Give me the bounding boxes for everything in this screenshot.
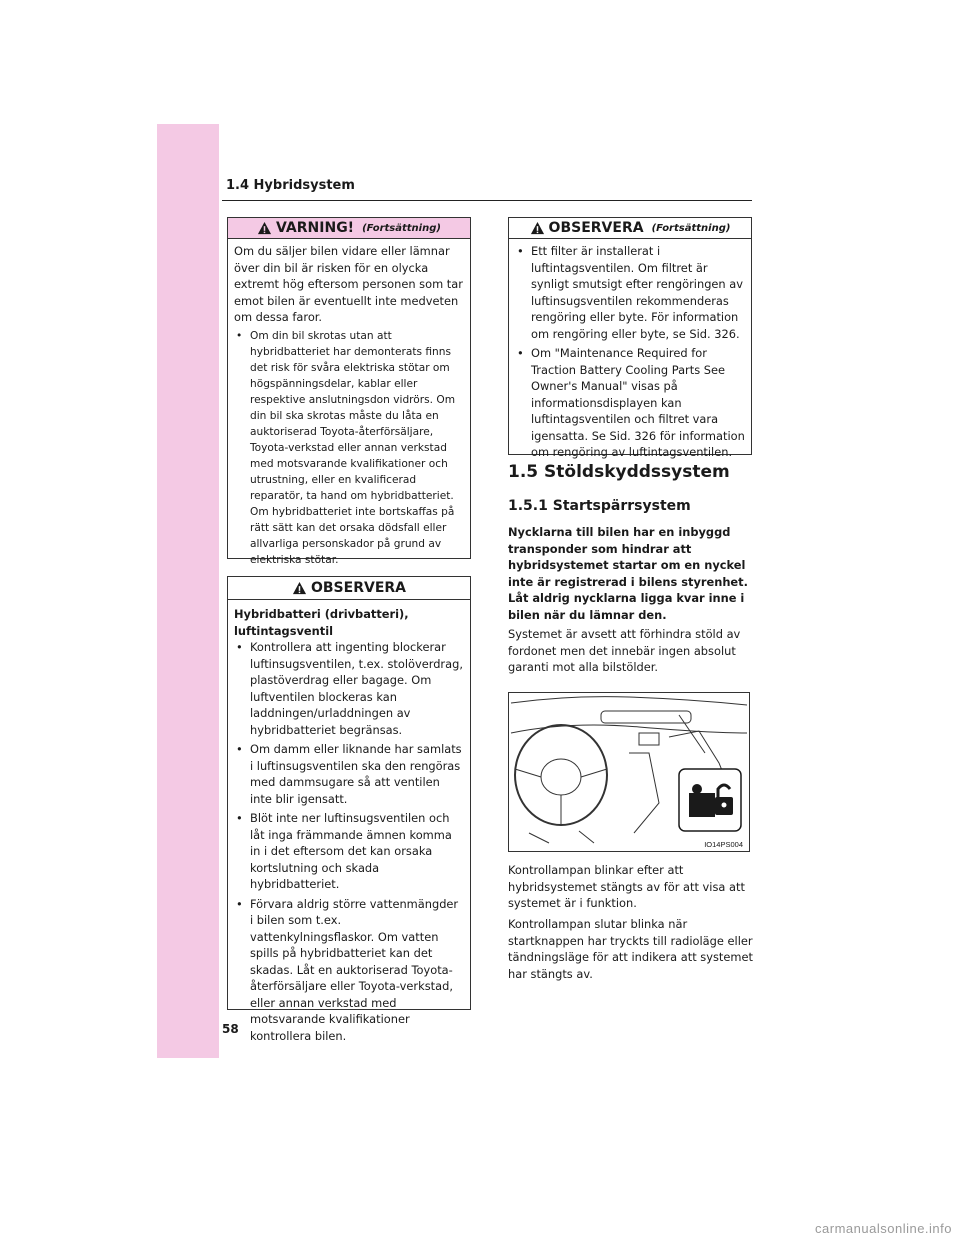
warning-continued: (Fortsättning) bbox=[362, 222, 441, 234]
observera-cont-header bbox=[509, 218, 751, 239]
observera-cont-title: OBSERVERA bbox=[548, 220, 644, 236]
page-number: 58 bbox=[222, 1022, 239, 1036]
watermark: carmanualsonline.info bbox=[815, 1221, 952, 1236]
paragraph-2: Kontrollampan blinkar efter att hybridsystemet stängts av för att visa att systemet är i funktion. bbox=[508, 863, 745, 910]
observera-cont-continued: (Fortsättning) bbox=[651, 222, 731, 234]
observera-subheading: Hybridbatteri (drivbatteri), luftintagsventil bbox=[234, 607, 409, 638]
observera-cont-bullet: • Ett filter är installerat i luftintagsventilen. Om filtret är synligt smutsigt efter rengöringen av luftinsugsventilen rekommenderas rengöring eller byte. För information om rengöring eller byte, se Sid. 326. bbox=[515, 243, 745, 342]
header-rule bbox=[222, 200, 752, 201]
subsection-title: 1.5.1 Startspärrsystem bbox=[508, 498, 691, 514]
paragraph-3: Kontrollampan slutar blinka när startknappen har tryckts till radioläge eller tändningsläge för att indikera att systemet har stängts av. bbox=[508, 917, 753, 981]
warning-bullet: • Om din bil skrotas utan att hybridbatteriet har demonterats finns det risk för svåra elektriska stötar om högspänningsdelar, kablar eller respektive anslutningsdon vidrörs. Om din bil ska skrotas måste du låta en auktoriserad Toyota-återförsäljare, Toyota-verkstad eller annan verkstad med motsvarande kvalifikationer och utrustning, eller en kvalificerad reparatör, ta hand om hybridbatteriet. Om hybridbatteriet inte bortskaffas på rätt sätt kan det orsaka dödsfall eller allvarliga personskador på grund av elektriska stötar. bbox=[234, 328, 464, 568]
warning-box-header bbox=[228, 218, 470, 239]
dashboard-drawing bbox=[509, 693, 749, 851]
observera-box-header bbox=[228, 577, 470, 600]
observera-continued-box bbox=[508, 217, 752, 459]
observera-bullet: • Om damm eller liknande har samlats i luftinsugsventilen ska den rengöras med dammsugare så att ventilen inte blir igensatt. bbox=[234, 741, 464, 807]
warning-intro: Om du säljer bilen vidare eller lämnar över din bil är risken för en olycka extremt hög eftersom personen som tar emot bilen är eventuellt inte medveten om dessa faror. bbox=[234, 244, 463, 324]
running-head: 1.4 Hybridsystem bbox=[226, 178, 355, 193]
section-title: 1.5 Stöldskyddssystem bbox=[508, 462, 730, 482]
bold-intro: Nycklarna till bilen har en inbyggd transponder som hindrar att hybridsystemet startar om en nyckel inte är registrerad i bilens styrenhet. Låt aldrig nycklarna ligga kvar inne i bilen när du lämnar den. bbox=[508, 525, 748, 622]
caution-icon bbox=[292, 581, 307, 596]
immobilizer-illustration bbox=[508, 692, 750, 852]
warning-box bbox=[227, 217, 471, 566]
figure-label: IO14PS004 bbox=[704, 840, 743, 849]
observera-bullet: • Blöt inte ner luftinsugsventilen och låt inga främmande ämnen komma in i det eftersom det kan orsaka kortslutning och skada hybridbatteriet. bbox=[234, 810, 464, 893]
observera-cont-bullet: • Om "Maintenance Required for Traction Battery Cooling Parts See Owner's Manual" visas på informationsdisplayen kan luftintagsventilen och filtret vara igensatta. Se Sid. 326 för information om rengöring av luftintagsventilen. bbox=[515, 345, 745, 461]
caution-icon bbox=[530, 221, 545, 236]
warning-title: VARNING! bbox=[276, 220, 355, 236]
observera-bullet: • Kontrollera att ingenting blockerar luftinsugsventilen, t.ex. stolöverdrag, plastöverdrag eller bagage. Om luftventilen blockeras kan laddningen/urladdningen av hybridbatteriet begränsas. bbox=[234, 639, 464, 738]
observera-title: OBSERVERA bbox=[310, 580, 406, 596]
observera-bullet: • Förvara aldrig större vattenmängder i bilen som t.ex. vattenkylningsflaskor. Om vatten spills på hybridbatteriet kan det skadas. Låt en auktoriserad Toyota-återförsäljare eller Toyota-verkstad, eller annan verkstad med motsvarande kvalifikationer kontrollera bilen. bbox=[234, 896, 464, 1045]
paragraph-1: Systemet är avsett att förhindra stöld av fordonet men det innebär ingen absolut garanti mot alla bilstölder. bbox=[508, 627, 741, 674]
chapter-sidebar bbox=[157, 124, 219, 1058]
warning-triangle-icon bbox=[257, 221, 272, 236]
